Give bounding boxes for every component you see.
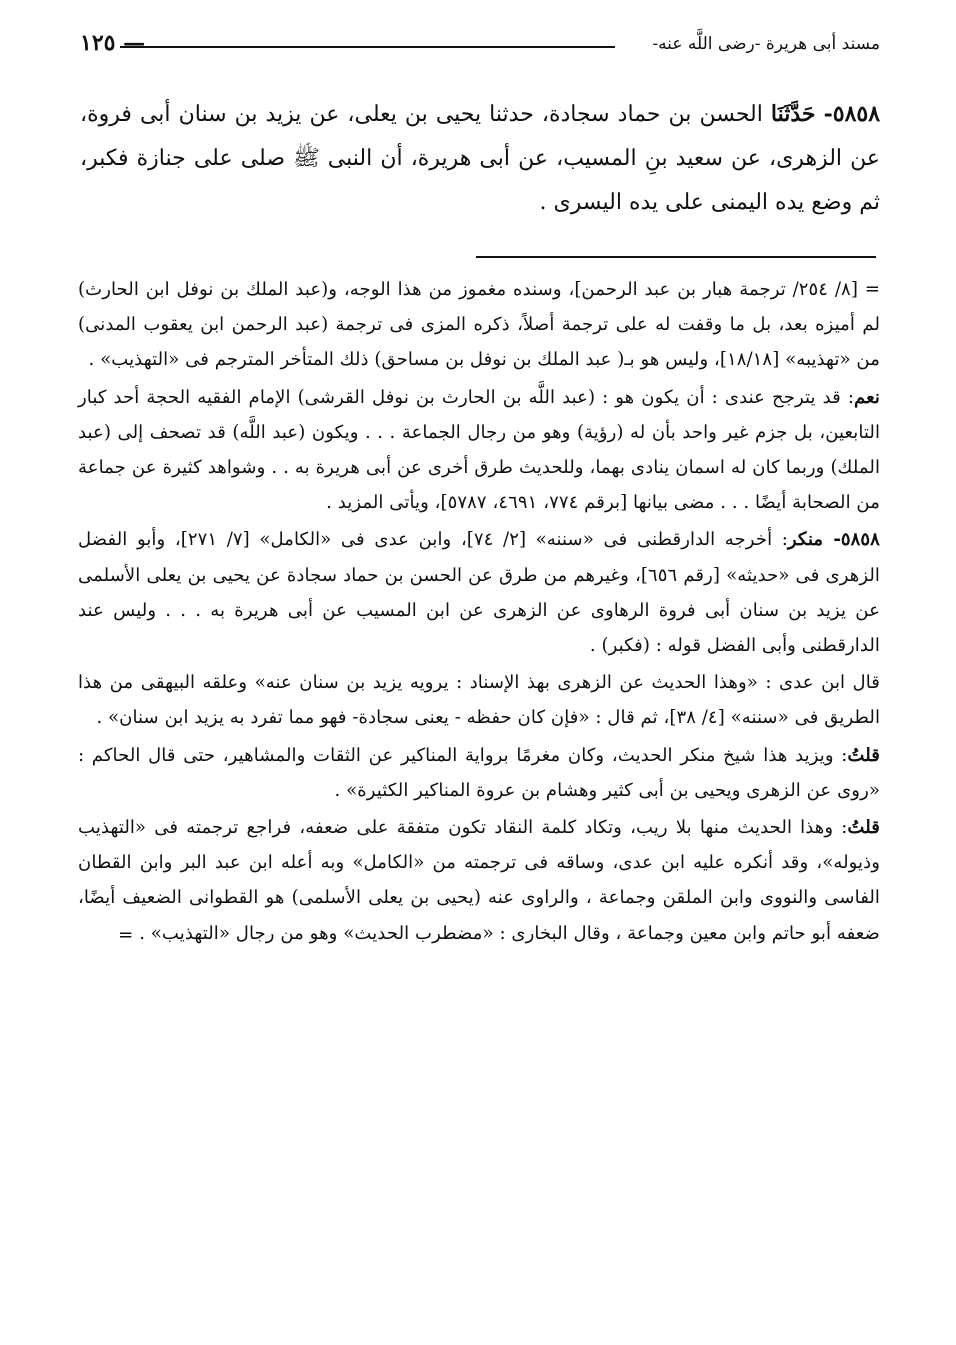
hadith-text	[80, 92, 880, 225]
note-keyword: قلتُ	[847, 744, 880, 766]
header-rule	[120, 46, 615, 48]
note-text: قال ابن عدى : «وهذا الحديث عن الزهرى بهذ الإسناد : يرويه يزيد بن سنان عنه» وعلقه البيهقى من هذا الطريق فى «سننه» [٤/ ٣٨]، ثم قال : «فإن كان حفظه - يعنى سجادة- فهو مما تفرد به يزيد ابن سنان» .	[78, 672, 880, 729]
page-number: ١٢٥ —	[80, 30, 146, 56]
page-header	[80, 30, 880, 62]
note-text: = [٨/ ٢٥٤/ ترجمة هبار بن عبد الرحمن]، وسنده مغموز من هذا الوجه، و(عبد الملك بن نوفل ابن الحارث) لم أميزه بعد، بل ما وقفت له على ترجمة أصلاً، ذكره المزى فى ترجمة (عبد الرحمن ابن يعقوب المدنى) من «تهذيبه» [١٨/١٨]، وليس هو بـ( عبد الملك بن نوفل بن مساحق) ذلك المتأخر المترجم فى «التهذيب» .	[78, 279, 880, 371]
running-title: مسند أبى هريرة -رضى اللَّه عنه-	[644, 34, 880, 54]
note-paragraph	[78, 810, 880, 951]
note-text: : قد يترجح عندى : أن يكون هو : (عبد اللَّه بن الحارث بن نوفل القرشى) الإمام الفقيه الحجة أحد كبار التابعين، بل جزم غير واحد بأن له (رؤية) وهو من رجال الجماعة . . . ويكون (عبد اللَّه) قد تصحف إلى (عبد الملك) وربما كان له اسمان ينادى بهما، وللحديث طرق أخرى عن أبى هريرة به . . وشواهد كثيرة عن جماعة من الصحابة أيضًا . . . مضى بيانها [برقم ٧٧٤، ٤٦٩١، ٥٧٨٧]، ويأتى المزيد .	[78, 386, 880, 514]
note-paragraph	[78, 738, 880, 808]
note-paragraph	[78, 272, 880, 378]
hadith-body: الحسن بن حماد سجادة، حدثنا يحيى بن يعلى، عن يزيد بن سنان أبى فروة، عن الزهرى، عن سعيد بنِ المسيب، عن أبى هريرة، أن النبى ﷺ صلى على جنازة فكبر، ثم وضع يده اليمنى على يده اليسرى .	[80, 102, 880, 215]
note-paragraph	[78, 380, 880, 521]
footnotes	[78, 272, 880, 953]
note-text: : ويزيد هذا شيخ منكر الحديث، وكان مغرمًا برواية المناكير عن الثقات والمشاهير، حتى قال الحاكم : «روى عن الزهرى ويحيى بن أبى كثير وهشام بن عروة المناكير الكثيرة» .	[78, 744, 880, 801]
note-paragraph	[78, 522, 880, 663]
hadith-number: ٥٨٥٨-	[823, 101, 881, 127]
hadith-lead-word: حَدَّثَنَا	[770, 101, 816, 127]
note-keyword: نعم	[854, 386, 880, 408]
note-paragraph	[78, 665, 880, 735]
note-text: : وهذا الحديث منها بلا ريب، وتكاد كلمة النقاد تكون متفقة على ضعفه، فراجع ترجمته فى «التهذيب وذيوله»، وقد أنكره عليه ابن عدى، وساقه فى ترجمته من «الكامل» وبه أعله ابن عبد البر وابن القطان الفاسى والنووى وابن الملقن وجماعة ، والراوى عنه (يحيى بن يعلى الأسلمى) هو القطوانى الضعيف أيضًا، ضعفه أبو حاتم وابن معين وجماعة ، وقال البخارى : «مضطرب الحديث» وهو من رجال «التهذيب» .	[78, 817, 880, 944]
footnote-separator	[476, 256, 876, 258]
note-text: : أخرجه الدارقطنى فى «سننه» [٢/ ٧٤]، وابن عدى فى «الكامل» [٧/ ٢٧١]، وأبو الفضل الزهرى فى «حديثه» [رقم ٦٥٦]، وغيرهم من طرق عن الحسن بن حماد سجادة عن يحيى بن يعلى الأسلمى عن يزيد بن سنان أبى فروة الرهاوى عن الزهرى عن ابن المسيب عن أبى هريرة به . . . وليس عند الدارقطنى وأبى الفضل قوله : (فكبر) .	[78, 529, 880, 657]
continuation-mark: =	[118, 924, 134, 946]
note-keyword: قلتُ	[847, 817, 880, 839]
note-keyword: ٥٨٥٨- منكر	[787, 529, 880, 551]
